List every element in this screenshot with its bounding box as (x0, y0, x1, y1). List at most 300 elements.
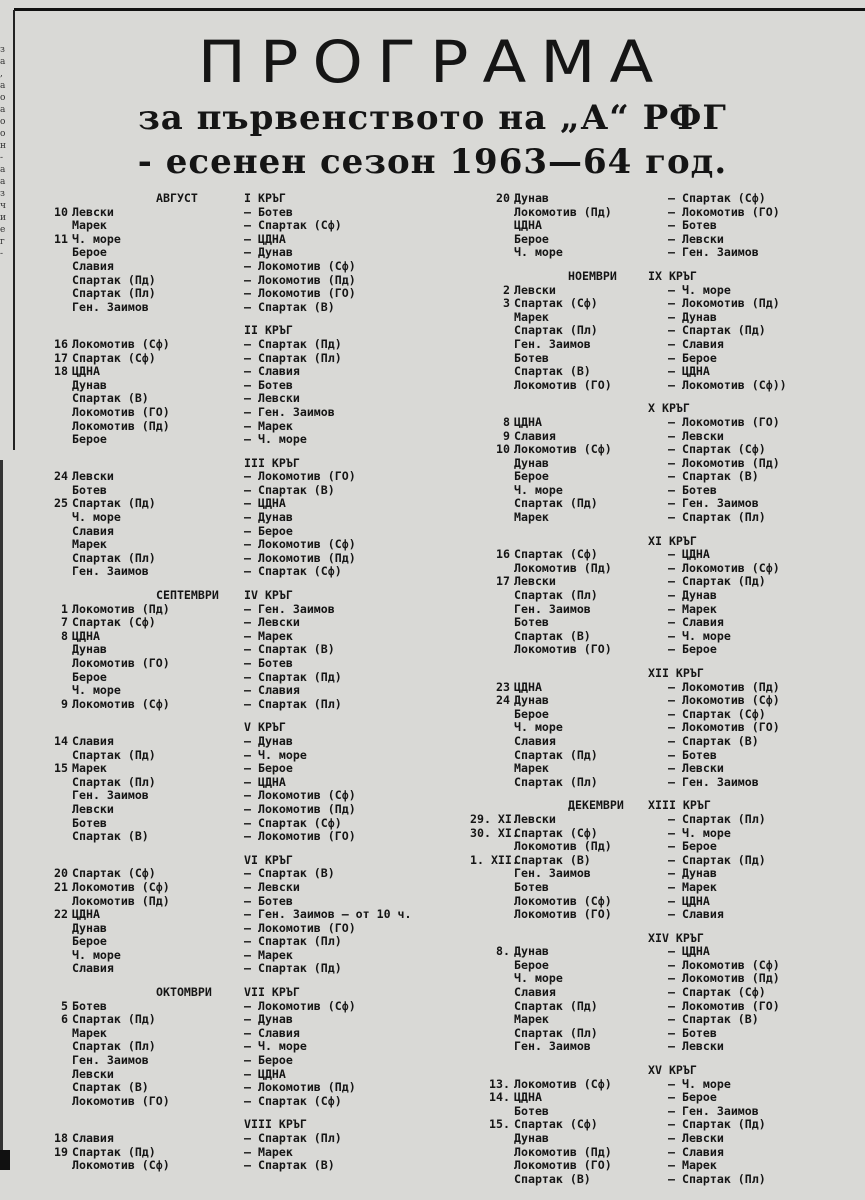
away-team: — ЦДНА (668, 893, 710, 908)
match-row (470, 548, 850, 562)
match-row (470, 721, 850, 735)
match-row (44, 565, 444, 579)
away-team: — Спартак (Пл) (244, 1131, 342, 1145)
match-row (470, 365, 850, 379)
away-team: — Славия (244, 683, 300, 698)
away-team: — Ботев (668, 218, 717, 233)
away-team: — Ген. Заимов (668, 245, 759, 260)
match-row (470, 881, 850, 895)
match-day: 15 (54, 761, 68, 776)
match-row (470, 311, 850, 325)
away-team: — Левски (244, 391, 300, 406)
away-team: — Берое (244, 761, 293, 776)
home-team: Дунав (514, 693, 549, 708)
away-team: — Славия (244, 364, 300, 379)
away-team: — Марек (244, 628, 293, 643)
away-team: — Славия (668, 1144, 724, 1159)
away-team: — Спартак (Пд) (668, 852, 766, 867)
home-team: Локомотив (Пд) (72, 418, 170, 433)
match-day: 25 (54, 496, 68, 511)
home-team: Локомотив (Сф) (514, 893, 612, 908)
away-team: — Локомотив (Пд) (244, 801, 356, 816)
match-row (470, 959, 850, 973)
match-day: 18 (54, 364, 68, 379)
round-label: V КРЪГ (244, 720, 286, 735)
away-team: — Локомотив (Сф) (244, 258, 356, 273)
match-row (44, 603, 444, 617)
match-row (470, 379, 850, 393)
match-row (44, 616, 444, 630)
home-team: Спартак (Пд) (72, 272, 156, 287)
match-row (44, 1040, 444, 1054)
home-team: ЦДНА (514, 414, 542, 429)
match-row (470, 575, 850, 589)
match-row (44, 260, 444, 274)
match-day: 17 (496, 574, 510, 589)
subtitle-championship: за първенството на „А“ РФГ (138, 98, 727, 138)
match-row (470, 352, 850, 366)
match-row (470, 562, 850, 576)
match-row (470, 1078, 850, 1092)
away-team: — Спартак (Сф) (244, 218, 342, 233)
match-row (44, 338, 444, 352)
margin-letter: а (0, 57, 6, 67)
round-header (470, 932, 850, 946)
match-row (44, 643, 444, 657)
home-team: Марек (72, 218, 107, 233)
match-row (470, 324, 850, 338)
home-team: Левски (514, 574, 556, 589)
home-team: Славия (514, 428, 556, 443)
round-label: X КРЪГ (648, 401, 690, 416)
match-day: 8. (496, 944, 510, 959)
home-team: Дунав (514, 944, 549, 959)
match-row (470, 972, 850, 986)
away-team: — Дунав (244, 1012, 293, 1027)
match-row (470, 219, 850, 233)
margin-letter: о (0, 117, 6, 127)
match-day: 9 (503, 428, 510, 443)
away-team: — Берое (668, 642, 717, 657)
home-team: Славия (72, 1131, 114, 1145)
away-team: — Локомотив (Пд) (668, 971, 780, 986)
away-team: — Спартак (Пл) (244, 934, 342, 949)
home-team: Берое (72, 432, 107, 447)
away-team: — Спартак (В) (244, 866, 335, 881)
away-team: — Спартак (Пд) (244, 961, 342, 976)
match-row (44, 420, 444, 434)
subtitle-season: - есенен сезон 1963—64 год. (137, 142, 728, 182)
home-team: Славия (72, 961, 114, 976)
away-team: — Ботев (244, 377, 293, 392)
away-team: — ЦДНА (668, 944, 710, 959)
home-team: Локомотив (Пд) (514, 839, 612, 854)
round-header (44, 986, 444, 1000)
away-team: — ЦДНА (668, 364, 710, 379)
match-row (44, 433, 444, 447)
round-label: IV КРЪГ (244, 588, 293, 603)
home-team: Спартак (В) (514, 628, 591, 643)
round-label: XI КРЪГ (648, 533, 697, 548)
away-team: — ЦДНА (244, 496, 286, 511)
away-team: — Ч. море (668, 1076, 731, 1091)
home-team: ЦДНА (72, 628, 100, 643)
round-label: VIII КРЪГ (244, 1117, 307, 1132)
round-label: I КРЪГ (244, 191, 286, 205)
match-row (44, 525, 444, 539)
home-team: Ч. море (72, 947, 121, 962)
match-row (44, 287, 444, 301)
away-team: — Ботев (244, 893, 293, 908)
margin-letter: - (0, 249, 4, 259)
match-row (470, 1173, 850, 1187)
home-team: Спартак (В) (514, 1171, 591, 1186)
away-team: — Спартак (В) (244, 482, 335, 497)
home-team: Локомотив (Пд) (72, 601, 170, 616)
margin-letter: з (0, 189, 5, 199)
match-row (470, 443, 850, 457)
home-team: Левски (72, 1066, 114, 1081)
match-day: 24 (54, 469, 68, 484)
away-team: — Марек (244, 418, 293, 433)
home-team: Ботев (72, 815, 107, 830)
away-team: — Локомотив (Пд) (668, 296, 780, 311)
away-team: — Левски (668, 1039, 724, 1054)
match-day: 5 (61, 998, 68, 1013)
home-team: Берое (514, 469, 549, 484)
home-team: Ч. море (72, 231, 121, 246)
round-header (44, 324, 444, 338)
away-team: — Локомотив (Пд) (668, 679, 780, 694)
match-row (44, 379, 444, 393)
away-team: — Ч. море (244, 747, 307, 762)
match-row (44, 406, 444, 420)
home-team: Дунав (514, 191, 549, 205)
home-team: Марек (514, 761, 549, 776)
match-row (470, 416, 850, 430)
match-row (470, 484, 850, 498)
away-team: — Спартак (Сф) (244, 1093, 342, 1108)
match-day: 21 (54, 879, 68, 894)
match-row (44, 206, 444, 220)
away-team: — Дунав (668, 309, 717, 324)
match-row (44, 1068, 444, 1082)
margin-letter: , (0, 69, 3, 79)
match-day: 1. XII. (470, 852, 519, 867)
away-team: — Локомотив (ГО) (668, 414, 780, 429)
match-row (470, 1000, 850, 1014)
home-team: Славия (514, 733, 556, 748)
away-team: — Локомотив (Сф) (244, 998, 356, 1013)
away-team: — Ботев (668, 747, 717, 762)
match-row (470, 233, 850, 247)
match-row (470, 192, 850, 206)
match-row (44, 538, 444, 552)
home-team: Дунав (72, 920, 107, 935)
match-row (44, 657, 444, 671)
home-team: Ботев (72, 482, 107, 497)
match-day: 8 (503, 414, 510, 429)
match-row (470, 1027, 850, 1041)
home-team: Ген. Заимов (514, 336, 591, 351)
home-team: ЦДНА (514, 1090, 542, 1105)
home-team: Марек (72, 1025, 107, 1040)
home-team: Спартак (Пд) (72, 1012, 156, 1027)
away-team: — Славия (668, 615, 724, 630)
away-team: — Локомотив (Пд) (244, 272, 356, 287)
match-row (470, 497, 850, 511)
match-row (470, 643, 850, 657)
round-label: II КРЪГ (244, 323, 293, 338)
match-row (44, 301, 444, 315)
match-row (44, 552, 444, 566)
home-team: Ч. море (72, 683, 121, 698)
away-team: — Ген. Заимов — от 10 ч. (244, 907, 412, 922)
away-team: — ЦДНА (244, 774, 286, 789)
away-team: — Спартак (Пд) (668, 323, 766, 338)
match-row (44, 365, 444, 379)
match-row (44, 776, 444, 790)
round-label: XIV КРЪГ (648, 930, 704, 945)
away-team: — Марек (668, 601, 717, 616)
month-label: НОЕМВРИ (568, 268, 617, 283)
match-day: 30. XI. (470, 825, 519, 840)
away-team: — Локомотив (Сф) (668, 957, 780, 972)
away-team: — Берое (668, 839, 717, 854)
match-row (470, 338, 850, 352)
match-row (470, 511, 850, 525)
match-row (470, 1013, 850, 1027)
away-team: — Ч. море (668, 825, 731, 840)
match-row (470, 735, 850, 749)
match-row (44, 895, 444, 909)
away-team: — Дунав (244, 733, 293, 748)
match-day: 17 (54, 350, 68, 365)
home-team: Локомотив (Сф) (72, 336, 170, 351)
away-team: — Левски (668, 1131, 724, 1145)
away-team: — Левски (668, 231, 724, 246)
round-header (470, 402, 850, 416)
away-team: — Марек (244, 947, 293, 962)
home-team: Спартак (В) (72, 829, 149, 844)
top-rule (14, 8, 865, 11)
away-team: — Локомотив (ГО) (244, 286, 356, 301)
home-team: Локомотив (ГО) (72, 1093, 170, 1108)
match-day: 22 (54, 907, 68, 922)
match-row (470, 895, 850, 909)
round-label: IX КРЪГ (648, 268, 697, 283)
away-team: — Левски (668, 761, 724, 776)
match-row (44, 962, 444, 976)
home-team: ЦДНА (72, 907, 100, 922)
round-header (470, 535, 850, 549)
margin-letter: е (0, 225, 6, 235)
schedule-left-column (44, 192, 444, 1173)
match-row (470, 603, 850, 617)
home-team: Дунав (72, 642, 107, 657)
match-day: 16 (496, 547, 510, 562)
match-day: 1 (61, 601, 68, 616)
home-team: Локомотив (ГО) (72, 656, 170, 670)
away-team: — Ген. Заимов (244, 404, 335, 419)
month-label: ДЕКЕМВРИ (568, 798, 624, 813)
away-team: — Берое (244, 523, 293, 538)
home-team: Берое (72, 934, 107, 949)
home-team: Берое (514, 957, 549, 972)
match-day: 11 (54, 231, 68, 246)
match-row (44, 735, 444, 749)
home-team: Спартак (Пл) (72, 286, 156, 301)
match-day: 20 (54, 866, 68, 881)
page-title: ПРОГРАМА (197, 29, 668, 97)
round-label: VI КРЪГ (244, 852, 293, 867)
match-row (44, 470, 444, 484)
home-team: Спартак (Пл) (72, 774, 156, 789)
home-team: Дунав (514, 455, 549, 470)
away-team: — Спартак (В) (244, 642, 335, 657)
margin-letter: о (0, 93, 6, 103)
margin-letter: и (0, 213, 6, 223)
match-row (44, 684, 444, 698)
match-row (44, 922, 444, 936)
margin-letter: а (0, 177, 6, 187)
away-team: — Спартак (Пд) (244, 336, 342, 351)
away-team: — Локомотив (ГО) (244, 920, 356, 935)
home-team: Спартак (Пл) (514, 774, 598, 789)
home-team: Ботев (514, 879, 549, 894)
match-day: 2 (503, 282, 510, 297)
away-team: — Спартак (В) (244, 299, 335, 314)
match-row (44, 789, 444, 803)
away-team: — Ч. море (244, 432, 307, 447)
away-team: — Локомотив (ГО) (244, 469, 356, 484)
home-team: Локомотив (Сф) (72, 696, 170, 711)
away-team: — Ботев (244, 204, 293, 219)
away-team: — Дунав (244, 510, 293, 525)
home-team: Локомотив (ГО) (514, 642, 612, 657)
match-row (470, 694, 850, 708)
match-row (44, 1146, 444, 1160)
match-row (44, 497, 444, 511)
round-header (44, 1118, 444, 1132)
away-team: — Марек (668, 1158, 717, 1173)
away-team: — Ч. море (244, 1039, 307, 1054)
home-team: Локомотив (Пд) (72, 893, 170, 908)
match-row (44, 949, 444, 963)
schedule-right-column (470, 192, 850, 1186)
home-team: Спартак (Сф) (72, 615, 156, 630)
match-row (44, 219, 444, 233)
match-row (44, 749, 444, 763)
match-row (44, 698, 444, 712)
round-header (470, 1064, 850, 1078)
home-team: Локомотив (ГО) (514, 907, 612, 922)
away-team: — ЦДНА (244, 1066, 286, 1081)
round-label: XIII КРЪГ (648, 798, 711, 813)
match-row (44, 274, 444, 288)
match-row (44, 1132, 444, 1146)
away-team: — Локомотив (Сф) (244, 537, 356, 552)
month-label: АВГУСТ (156, 191, 198, 205)
margin-letter: о (0, 129, 6, 139)
home-team: Ботев (514, 350, 549, 365)
match-row (470, 1146, 850, 1160)
home-team: Славия (72, 523, 114, 538)
home-team: Спартак (Сф) (72, 350, 156, 365)
away-team: — Дунав (244, 245, 293, 260)
match-row (470, 854, 850, 868)
home-team: Ботев (514, 615, 549, 630)
match-row (470, 776, 850, 790)
margin-letter: ч (0, 201, 6, 211)
match-day: 10 (496, 442, 510, 457)
away-team: — Локомотив (Сф) (668, 560, 780, 575)
home-team: Ген. Заимов (72, 1053, 149, 1068)
match-row (44, 908, 444, 922)
home-team: Спартак (В) (72, 391, 149, 406)
round-header (470, 270, 850, 284)
home-team: Спартак (В) (514, 364, 591, 379)
away-team: — Спартак (В) (668, 1012, 759, 1027)
away-team: — Спартак (В) (668, 469, 759, 484)
match-row (470, 1159, 850, 1173)
away-team: — Левски (244, 615, 300, 630)
home-team: Спартак (Пл) (514, 588, 598, 603)
round-header (44, 854, 444, 868)
home-team: Левски (72, 801, 114, 816)
match-row (44, 1054, 444, 1068)
match-day: 7 (61, 615, 68, 630)
home-team: Локомотив (Сф) (514, 1076, 612, 1091)
home-team: Локомотив (Сф) (72, 879, 170, 894)
home-team: Ген. Заимов (514, 866, 591, 881)
away-team: — Спартак (Пл) (668, 811, 766, 826)
home-team: Локомотив (Сф) (72, 1158, 170, 1173)
match-row (44, 511, 444, 525)
away-team: — Дунав (668, 588, 717, 603)
away-team: — Спартак (Пл) (668, 1171, 766, 1186)
match-row (44, 935, 444, 949)
match-row (44, 803, 444, 817)
match-row (470, 470, 850, 484)
away-team: — Левски (244, 879, 300, 894)
away-team: — Берое (668, 1090, 717, 1105)
home-team: Спартак (Сф) (514, 547, 598, 562)
match-row (44, 484, 444, 498)
home-team: Спартак (Пл) (72, 550, 156, 565)
match-row (470, 945, 850, 959)
home-team: Спартак (В) (72, 1080, 149, 1095)
match-row (44, 630, 444, 644)
away-team: — Ботев (668, 1025, 717, 1040)
match-row (470, 616, 850, 630)
match-row (44, 867, 444, 881)
away-team: — Марек (668, 879, 717, 894)
home-team: Берое (72, 669, 107, 684)
home-team: Левски (514, 811, 556, 826)
margin-letter: а (0, 105, 6, 115)
away-team: — Ген. Заимов (668, 496, 759, 511)
home-team: Локомотив (Пд) (514, 1144, 612, 1159)
left-edge-mark (0, 1150, 10, 1170)
match-day: 18 (54, 1131, 68, 1145)
match-row (470, 1118, 850, 1132)
home-team: Ботев (514, 1103, 549, 1118)
home-team: Спартак (Пл) (514, 323, 598, 338)
match-day: 3 (503, 296, 510, 311)
match-day: 6 (61, 1012, 68, 1027)
margin-letter: н (0, 141, 6, 151)
